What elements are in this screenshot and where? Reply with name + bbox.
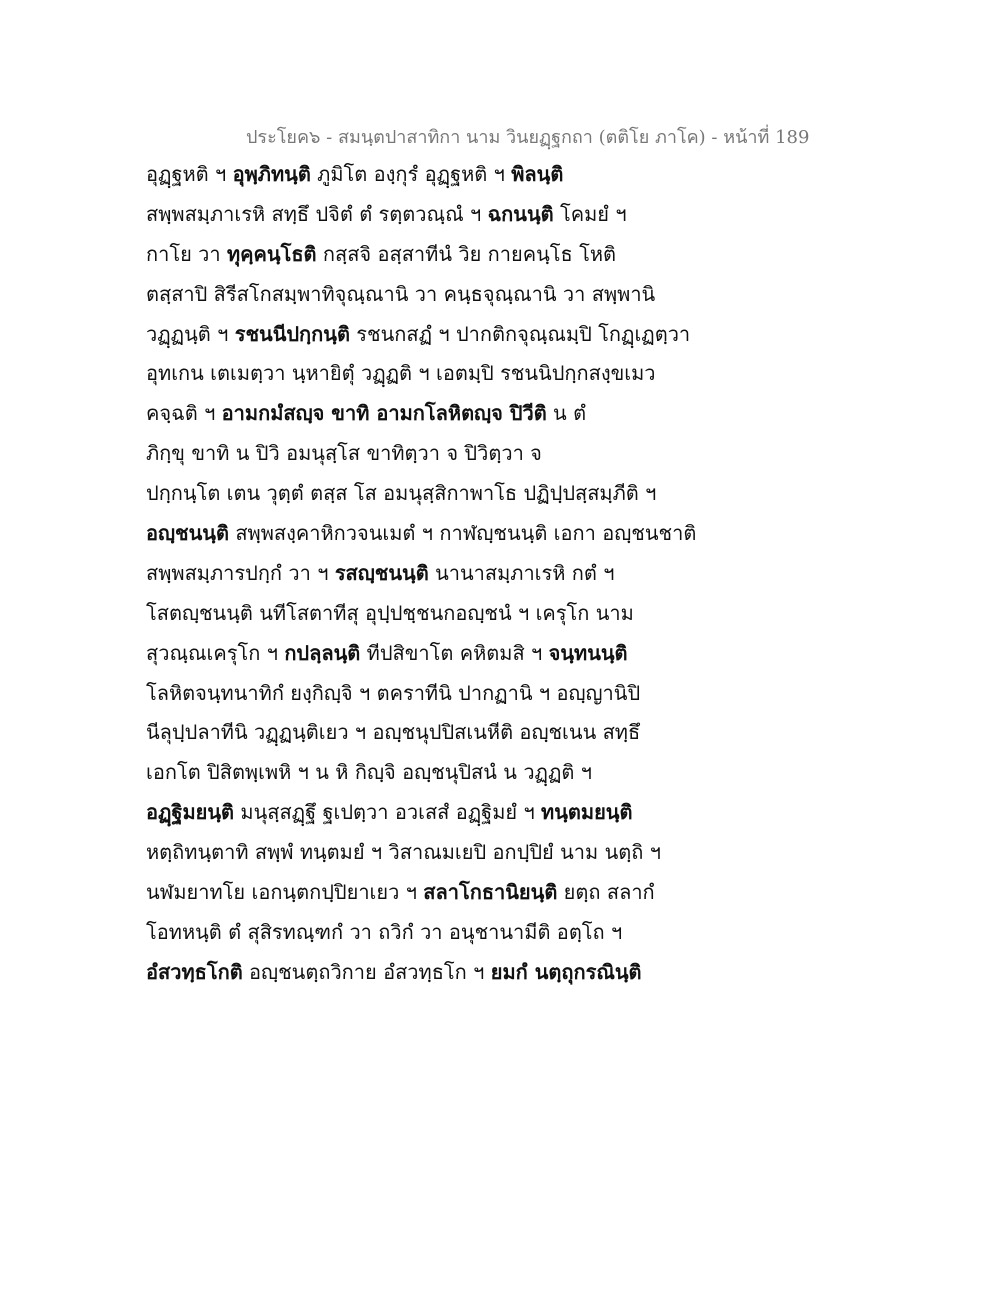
text-segment: สุวณฺณเครุโก ฯ <box>146 640 285 665</box>
bold-term: ยมกํ นตฺถุกรณินฺติ <box>490 959 642 984</box>
text-segment: สพฺพสงฺคาหิกวจนเมตํ ฯ กาฬญฺชนนฺติ เอกา อญฺชนชาติ <box>228 521 697 546</box>
text-line <box>146 514 706 554</box>
text-line <box>146 753 706 793</box>
text-segment: สพฺพสมฺภารปกฺกํ วา ฯ <box>146 560 335 585</box>
text-line <box>146 913 706 953</box>
text-line <box>146 354 706 394</box>
text-segment: ภิกฺขุ ขาทิ น ปิวิ อมนุสฺโส ขาทิตฺวา จ ปิวิตฺวา จ <box>146 441 542 466</box>
text-segment: คจฺฉติ ฯ <box>146 401 222 426</box>
text-line <box>146 195 706 235</box>
text-segment: ภูมิโต องฺกุรํ อุฏฺฐหติ ฯ <box>310 162 512 186</box>
bold-term: ทนฺตมยนฺติ <box>541 800 633 825</box>
text-line <box>146 394 706 434</box>
text-segment: มนุสฺสฏฺฐึ ฐเปตฺวา อวเสสํ อฏฺฐิมยํ ฯ <box>234 800 542 825</box>
text-line <box>146 674 706 714</box>
text-line <box>146 873 706 913</box>
text-segment: นีลุปฺปลาทีนิ วฏฺฏนฺติเยว ฯ อญฺชนุปปิสเนหีติ อญฺชเนน สทฺธึ <box>146 720 641 745</box>
text-line <box>146 235 706 275</box>
text-segment: วฏฺฏนฺติ ฯ <box>146 321 235 346</box>
text-line <box>146 634 706 674</box>
text-line <box>146 434 706 474</box>
bold-term: อํสวทฺธโกติ <box>146 959 243 984</box>
text-segment: หตฺถิทนฺตาทิ สพฺพํ ทนฺตมยํ ฯ วิสาณมเยปิ อกปฺปิยํ นาม นตฺถิ ฯ <box>146 840 661 865</box>
text-segment: นานาสมฺภาเรหิ กตํ ฯ <box>428 560 615 585</box>
text-segment: โสตญฺชนนฺติ นทีโสตาทีสุ อุปฺปชฺชนกอญฺชนํ ฯ เครุโก นาม <box>146 600 634 625</box>
text-segment: กสฺสจิ อสฺสาทีนํ วิย กายคนฺโธ โหติ <box>316 241 617 266</box>
bold-term: อามกมํสญฺจ ขาทิ อามกโลหิตญฺจ ปิวีติ <box>221 401 547 426</box>
bold-term: รสญฺชนนฺติ <box>334 560 429 585</box>
text-line <box>146 793 706 833</box>
text-segment: รชนกสฏํ ฯ ปากติกจุณฺณมฺปิ โกฏฺเฏตฺวา <box>349 321 691 346</box>
bold-term: อฏฺฐิมยนฺติ <box>146 800 235 825</box>
text-segment: ทีปสิขาโต คหิตมสิ ฯ <box>360 640 549 665</box>
text-line <box>146 275 706 315</box>
bold-term: อญฺชนนฺติ <box>146 521 229 546</box>
text-segment: ปกฺกนฺโต เตน วุตฺตํ ตสฺส โส อมนุสฺสิกาพาโธ ปฏิปฺปสฺสมฺภีติ ฯ <box>146 481 657 506</box>
text-line <box>146 315 706 355</box>
text-line <box>146 474 706 514</box>
text-segment: นฬมยาทโย เอกนฺตกปฺปิยาเยว ฯ <box>146 880 424 905</box>
text-segment: เอกโต ปิสิตพฺเพหิ ฯ น หิ กิญฺจิ อญฺชนุปิสนํ น วฏฺฏติ ฯ <box>146 760 592 785</box>
text-line <box>146 833 706 873</box>
text-line <box>146 713 706 753</box>
text-segment: อุฏฺฐหติ ฯ <box>146 162 233 186</box>
text-segment: ตสฺสาปิ สิรีสโกสมฺพาทิจุณฺณานิ วา คนฺธจุณฺณานิ วา สพฺพานิ <box>146 281 656 306</box>
text-segment: อุทเกน เตเมตฺวา นฺหายิตุํ วฏฺฏติ ฯ เอตมฺปิ รชนนิปกฺกสงฺขเมว <box>146 361 656 386</box>
page-header: ประโยค๖ - สมนฺตปาสาทิกา นาม วินยฏฺฐกถา (ตติโย ภาโค) - หน้าที่ 189 <box>246 127 810 148</box>
bold-term: จนฺทนนฺติ <box>548 640 628 665</box>
bold-term: ฉกนนฺติ <box>487 201 554 226</box>
text-line <box>146 594 706 634</box>
text-line <box>146 155 706 195</box>
text-segment: กาโย วา <box>146 241 227 266</box>
text-segment: โอทหนฺติ ตํ สุสิรทณฺฑกํ วา ถวิกํ วา อนุชานามีติ อตฺโถ ฯ <box>146 919 623 944</box>
bold-term: ทุคฺคนฺโธติ <box>226 241 317 266</box>
bold-term: อุพฺภิทนฺติ <box>232 162 311 186</box>
bold-term: พิลนฺติ <box>511 162 564 186</box>
body-text <box>146 155 706 993</box>
text-segment: โคมยํ ฯ <box>553 201 627 226</box>
text-segment: ยตฺถ สลากํ <box>557 880 655 905</box>
text-line <box>146 953 706 993</box>
bold-term: สลาโกธานิยนฺติ <box>423 880 558 905</box>
bold-term: กปลฺลนฺติ <box>284 640 361 665</box>
text-segment: โลหิตจนฺทนาทิกํ ยงฺกิญฺจิ ฯ ตคราทีนิ ปากฏานิ ฯ อญฺญานิปิ <box>146 680 641 705</box>
bold-term: รชนนีปกฺกนฺติ <box>234 321 350 346</box>
text-line <box>146 554 706 594</box>
text-segment: อญฺชนตฺถวิกาย อํสวทฺธโก ฯ <box>242 959 491 984</box>
text-segment: สพฺพสมฺภาเรหิ สทฺธึ ปจิตํ ตํ รตฺตวณฺณํ ฯ <box>146 201 488 226</box>
text-segment: น ตํ <box>546 401 587 426</box>
